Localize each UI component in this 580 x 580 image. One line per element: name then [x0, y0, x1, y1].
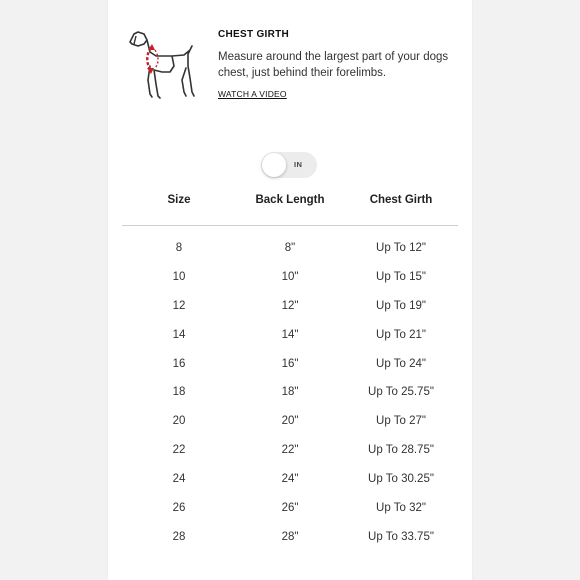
chest-girth-cell: Up To 15" — [376, 270, 426, 283]
section-description: Measure around the largest part of your dogs chest, just behind their forelimbs. — [218, 51, 449, 79]
table-row — [122, 298, 458, 327]
size-cell: 16 — [172, 357, 186, 370]
back-length-cell: 26" — [281, 502, 299, 515]
back-length-cell: 24" — [281, 473, 299, 486]
back-length-cell: 14" — [281, 328, 299, 341]
size-cell: 8 — [175, 242, 183, 254]
unit-toggle[interactable] — [261, 152, 317, 178]
column-header-back-length: Back Length — [255, 194, 325, 206]
chest-girth-cell: Up To 33.75" — [368, 530, 434, 543]
size-cell: 12 — [172, 299, 186, 312]
column-header-chest-girth: Chest Girth — [369, 194, 433, 206]
table-header — [122, 194, 458, 212]
chest-girth-cell: Up To 24" — [376, 357, 426, 370]
size-cell: 22 — [172, 444, 186, 457]
table-row — [122, 327, 458, 356]
size-cell: 18 — [172, 386, 186, 399]
table-row — [122, 442, 458, 471]
chest-girth-cell: Up To 28.75" — [368, 444, 434, 457]
size-table — [122, 240, 458, 558]
dog-chest-measure-icon — [122, 22, 202, 104]
back-length-cell: 8" — [284, 242, 296, 254]
header-divider — [122, 225, 458, 226]
table-row — [122, 529, 458, 558]
back-length-cell: 28" — [281, 530, 299, 543]
chest-girth-cell: Up To 21" — [376, 328, 426, 341]
size-cell: 20 — [172, 415, 186, 428]
table-row — [122, 471, 458, 500]
chest-girth-cell: Up To 27" — [376, 415, 426, 428]
size-cell: 24 — [172, 473, 186, 486]
watch-video-link[interactable]: WATCH A VIDEO — [218, 89, 287, 99]
table-row — [122, 500, 458, 529]
table-row — [122, 356, 458, 385]
back-length-cell: 20" — [281, 415, 299, 428]
chest-girth-section — [122, 20, 462, 110]
chest-girth-cell: Up To 19" — [376, 299, 426, 312]
back-length-cell: 12" — [281, 299, 299, 312]
size-cell: 10 — [172, 270, 186, 283]
table-row — [122, 269, 458, 298]
chest-girth-cell: Up To 25.75" — [368, 386, 434, 399]
chest-girth-cell: Up To 30.25" — [368, 473, 434, 486]
back-length-cell: 22" — [281, 444, 299, 457]
toggle-label: IN — [294, 160, 303, 169]
table-row — [122, 413, 458, 442]
size-cell: 28 — [172, 530, 186, 543]
chest-girth-cell: Up To 32" — [376, 502, 426, 515]
table-row — [122, 240, 458, 269]
column-header-size: Size — [167, 194, 191, 206]
back-length-cell: 18" — [281, 386, 299, 399]
back-length-cell: 16" — [281, 357, 299, 370]
table-row — [122, 384, 458, 413]
size-guide-card — [108, 0, 472, 580]
size-cell: 26 — [172, 502, 186, 515]
section-title: CHEST GIRTH — [218, 29, 290, 40]
toggle-knob — [262, 153, 286, 177]
chest-girth-cell: Up To 12" — [376, 242, 426, 254]
back-length-cell: 10" — [281, 270, 299, 283]
size-cell: 14 — [172, 328, 186, 341]
